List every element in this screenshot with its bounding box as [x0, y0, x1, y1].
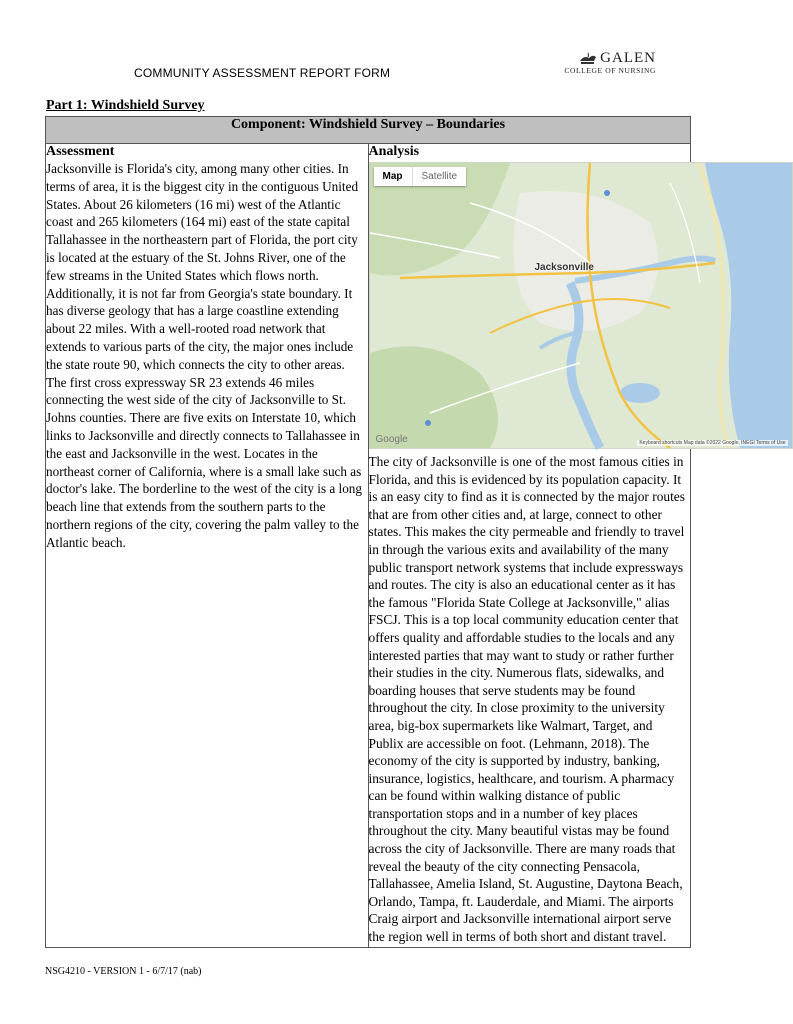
map-graphic — [370, 163, 792, 448]
form-title: COMMUNITY ASSESSMENT REPORT FORM — [134, 66, 391, 80]
satellite-view-button[interactable]: Satellite — [412, 167, 467, 186]
map-type-toggle — [374, 167, 467, 186]
component-heading: Component: Windshield Survey – Boundaries — [46, 117, 691, 144]
footer-version: NSG4210 - VERSION 1 - 6/7/17 (nab) — [45, 966, 202, 977]
part-title: Part 1: Windshield Survey — [46, 98, 205, 113]
jacksonville-map[interactable] — [369, 162, 793, 449]
google-logo: Google — [375, 434, 408, 445]
analysis-cell — [368, 144, 786, 948]
lamp-icon — [578, 52, 598, 66]
city-label: Jacksonville — [534, 262, 594, 273]
assessment-table — [45, 116, 786, 948]
assessment-text: Jacksonville is Florida's city, among many other cities. In terms of area, it is the biggest city in the contiguous United States. About 26 kilometers (16 mi) west of the Atlantic coast and 265 kilometers (164 mi) east of the state capital Tallahassee in the northeastern part of Florida, the port city is located at the estuary of the St. Johns River, one of the few streams in the United States which flows north. Additionally, it is not far from Georgia's state boundary. It has diverse geology that has a large coastline extending about 22 miles. With a well-rooted road network that extends to various parts of the city, the major ones include the state route 90, which connects the city to other areas. The first cross expressway SR 23 extends 46 miles connecting the west side of the city of Jacksonville to St. Johns counties. There are five exits on Interstate 10, which links to Jacksonville and directly connects to Tallahassee in the east and Jacksonville in the west. Locates in the northeast corner of California, where is a small lake such as doctor's lake. The borderline to the west of the city is a long beach line that extends from the southern parts to the northern regions of the city, covering the palm valley to the Atlantic beach. — [46, 161, 362, 550]
logo-name: GALEN — [600, 50, 656, 66]
college-logo — [560, 50, 656, 75]
map-attribution[interactable]: Keyboard shortcuts Map data ©2022 Google, INEGI Terms of Use — [639, 440, 786, 446]
analysis-heading: Analysis — [368, 144, 420, 159]
analysis-text: The city of Jacksonville is one of the most famous cities in Florida, and this is evidenced by its population capacity. It is an easy city to find as it is connected by the major routes that are from other cities and, at large, connect to other states. This makes the city permeable and friendly to travel in through the various exits and availability of the many public transport network systems that include expressways and routes. The city is also an educational center as it has the famous "Florida State College at Jacksonville," alias FSCJ. This is a top local community education center that offers quality and affordable studies to the locals and any interested parties that may want to study or rather further their studies in the city. Numerous flats, sidewalks, and boarding houses that serve students may be found throughout the city. In close proximity to the university area, big-box supermarkets like Walmart, Target, and Publix are accessible on foot. (Lehmann, 2018). The economy of the city is supported by industry, banking, insurance, logistics, healthcare, and tourism. A pharmacy can be found within walking distance of public transportation stops and in a number of key places throughout the city. Many beautiful vistas may be found across the city of Jacksonville. There are many roads that reveal the beauty of the city connecting Pensacola, Tallahassee, Amelia Island, St. Augustine, Daytona Beach, Orlando, Tampa, ft. Lauderdale, and Miami. The airports Craig airport and Jacksonville international airport serve the region well in terms of both short and distant travel. — [368, 454, 685, 945]
map-view-button[interactable]: Map — [382, 171, 403, 182]
logo-subtitle: COLLEGE OF NURSING — [564, 66, 656, 75]
assessment-cell — [46, 144, 369, 948]
assessment-heading: Assessment — [46, 144, 115, 159]
